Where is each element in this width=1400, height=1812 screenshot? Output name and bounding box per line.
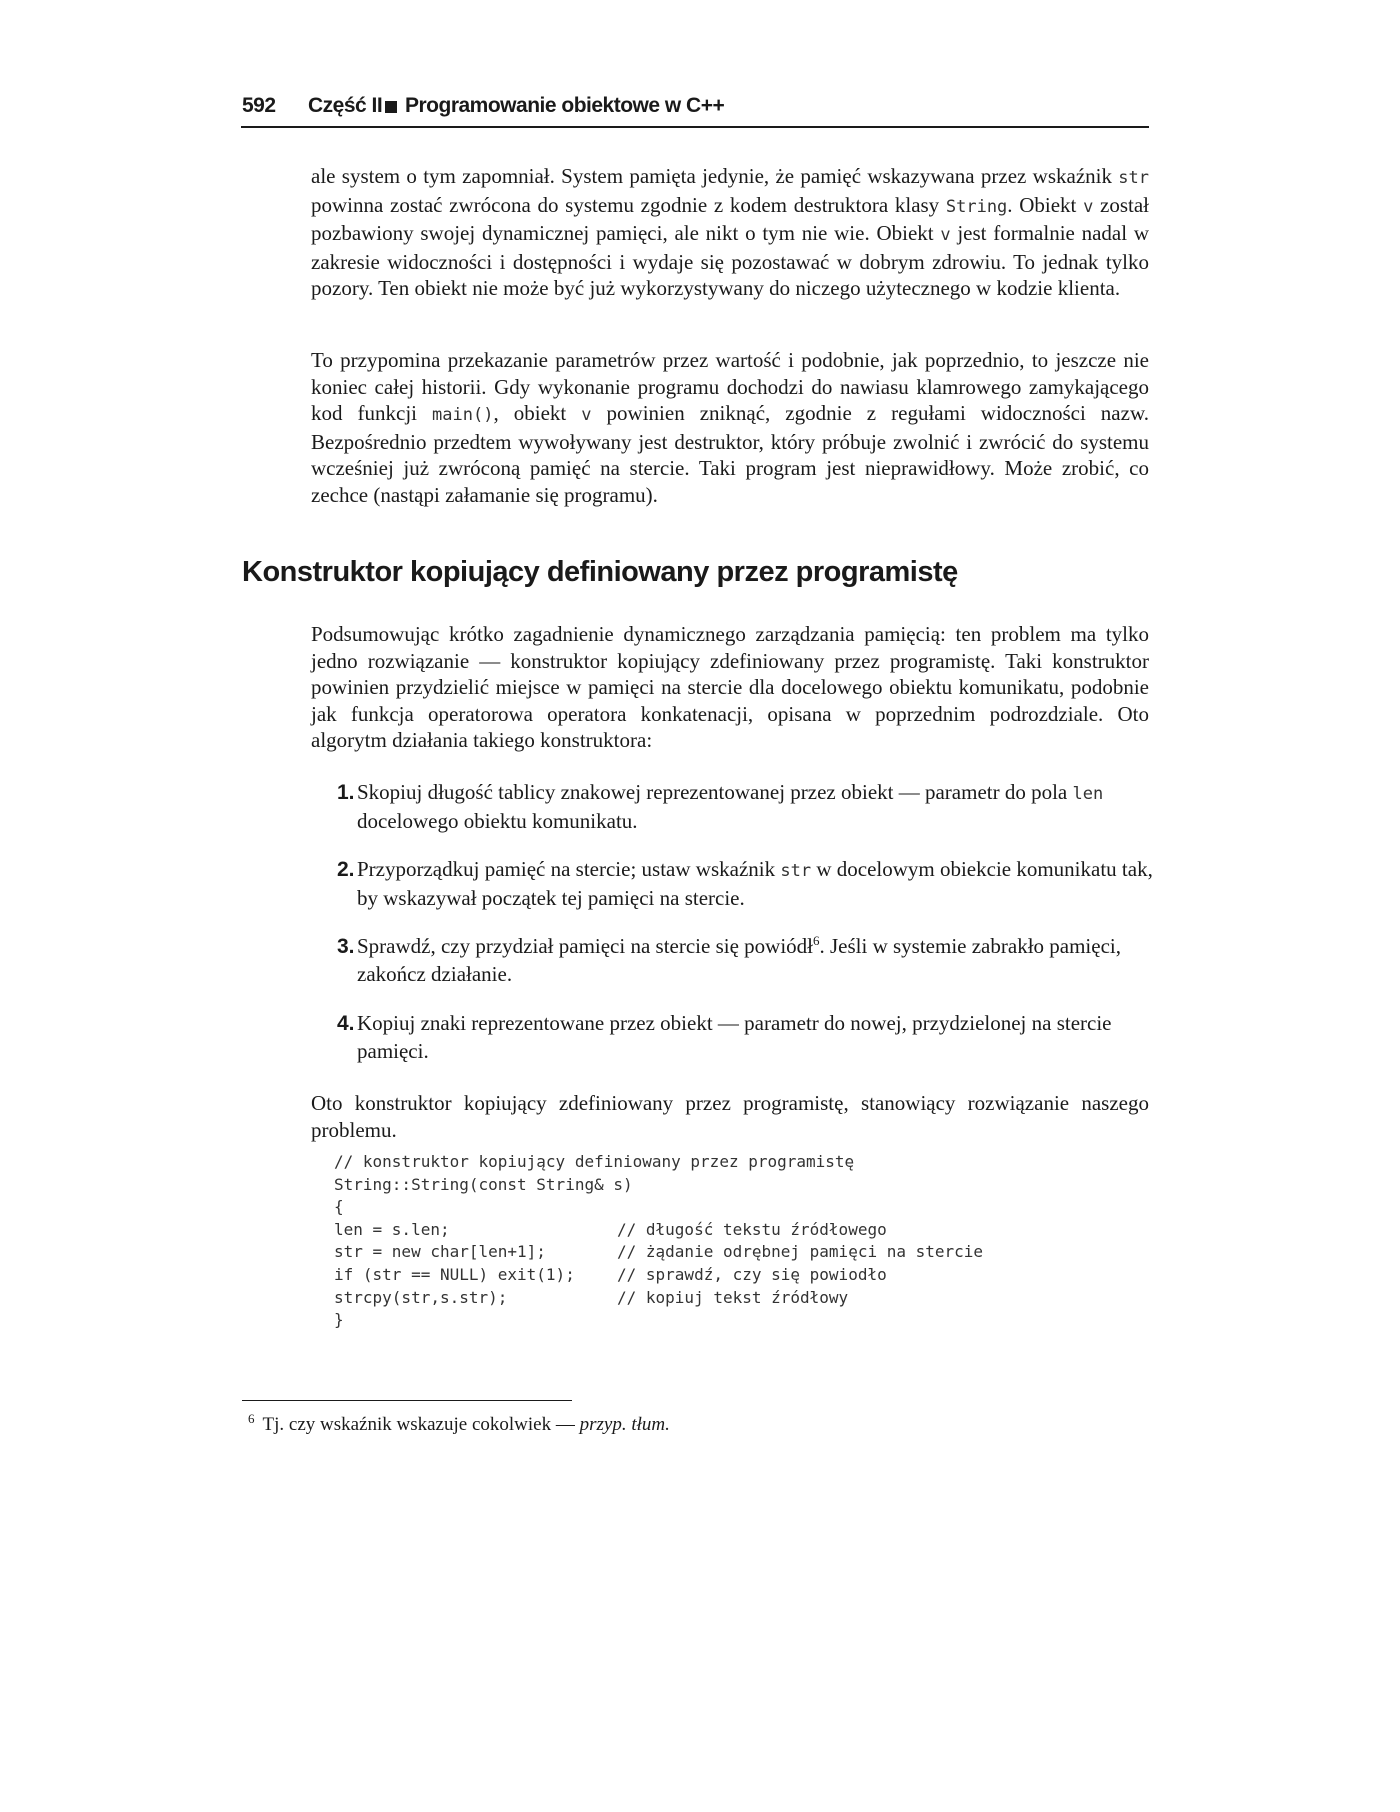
inline-code: v <box>1083 196 1094 217</box>
footnote-text: Tj. czy wskaźnik wskazuje cokolwiek — <box>262 1414 580 1435</box>
text-run: Skopiuj długość tablicy znakowej reprezentowanej przez obiekt — parametr do pola <box>357 780 1073 804</box>
code-comment: // długość tekstu źródłowego <box>617 1219 887 1239</box>
code-statement: strcpy(str,s.str); <box>334 1287 508 1307</box>
paragraph-1 <box>311 163 1149 302</box>
code-line <box>334 1264 983 1287</box>
code-statement: if (str == NULL) exit(1); <box>334 1264 575 1284</box>
text-run: Sprawdź, czy przydział pamięci na stercie się powiódł <box>357 934 813 958</box>
step-number: 2. <box>337 858 355 881</box>
code-statement: str = new char[len+1]; <box>334 1242 546 1262</box>
list-item <box>337 933 1157 985</box>
inline-code: v <box>581 405 592 425</box>
list-item <box>337 856 1157 908</box>
paragraph-4: Oto konstruktor kopiujący zdefiniowany przez programistę, stanowiący rozwiązanie naszego problemu. <box>311 1091 1149 1142</box>
text-run: . Jeśli w systemie zabrakło pamięci, zakończ działanie. <box>357 934 1121 986</box>
text-run: , obiekt <box>493 401 582 425</box>
text-run: powinna zostać zwrócona do systemu zgodnie z kodem destruktora klasy <box>311 192 946 217</box>
code-statement: len = s.len; <box>334 1219 450 1239</box>
inline-code: str <box>780 861 812 881</box>
code-line: // konstruktor kopiujący definiowany przez programistę <box>334 1152 855 1171</box>
text-run: Kopiuj znaki reprezentowane przez obiekt — parametr do nowej, przydzielonej na stercie pamięci. <box>357 1011 1112 1063</box>
code-line: } <box>334 1310 344 1330</box>
footnote-ref[interactable]: 6 <box>813 933 820 948</box>
code-line <box>334 1241 983 1264</box>
inline-code: str <box>1118 168 1149 188</box>
text-run: . Obiekt <box>1007 192 1084 217</box>
algorithm-steps <box>337 779 1157 1087</box>
paragraph-3: Podsumowując krótko zagadnienie dynamicznego zarządzania pamięcią: ten problem ma tylko jedno rozwiązanie — konstruktor kopiujący zdefiniowany przez programistę. Taki konstruktor powinien przydzielić miejsce w pamięci na stercie dla docelowego obiektu komunikatu, podobnie jak funkcja operatorowa operatora konkatenacji, opisana w poprzednim podrozdziale. Oto algorytm działania takiego konstruktora: <box>311 622 1149 752</box>
text-run: został pozbawiony swojej dynamicznej pamięci, ale nikt o tym nie wie. Obiekt <box>311 192 1149 245</box>
text-run: jest formalnie nadal w zakresie widoczności i dostępności i wydaje się pozostawać w dobrym zdrowiu. To jednak tylko pozory. Ten obiekt nie może być już wykorzystywany do niczego użytecznego w kodzie klienta. <box>311 221 1149 300</box>
part-label: Część II <box>308 94 383 117</box>
text-run: powinien zniknąć, zgodnie z regułami widoczności nazw. Bezpośrednio przedtem wywoływany jest destruktor, który próbuje zwolnić i zwrócić do systemu wcześniej już zwróconą pamięć na stercie. Taki program jest nieprawidłowy. Może zrobić, co zechce (nastąpi załamanie się programu). <box>311 401 1149 507</box>
page-number: 592 <box>242 94 276 117</box>
text-run: ale system o tym zapomniał. System pamięta jedynie, że pamięć wskazywana przez wskaźnik <box>311 164 1119 188</box>
section-title: Konstruktor kopiujący definiowany przez programistę <box>242 556 958 588</box>
inline-code: v <box>940 225 951 245</box>
step-number: 1. <box>337 781 355 804</box>
inline-code: String <box>945 196 1008 217</box>
text-run: docelowego obiektu komunikatu. <box>357 808 638 833</box>
inline-code: len <box>1072 784 1104 804</box>
running-header <box>241 92 1149 128</box>
paragraph-2 <box>311 347 1149 508</box>
code-line <box>334 1219 983 1242</box>
list-item <box>337 779 1157 831</box>
code-comment: // sprawdź, czy się powiodło <box>617 1264 887 1284</box>
code-block <box>334 1151 983 1332</box>
footnote-divider <box>242 1400 572 1401</box>
footnote-mark: 6 <box>248 1410 255 1426</box>
inline-code: main() <box>432 405 494 425</box>
footnote-attribution: przyp. tłum. <box>579 1414 670 1435</box>
header-title: Programowanie obiektowe w C++ <box>405 94 725 117</box>
square-bullet-icon <box>385 101 397 113</box>
step-number: 3. <box>337 935 355 958</box>
code-comment: // żądanie odrębnej pamięci na stercie <box>617 1242 984 1262</box>
text-run: Przyporządkuj pamięć na stercie; ustaw wskaźnik <box>357 857 781 881</box>
list-item <box>337 1010 1157 1062</box>
code-line: { <box>334 1197 344 1217</box>
footnote <box>248 1412 670 1438</box>
step-number: 4. <box>337 1012 355 1035</box>
code-comment: // kopiuj tekst źródłowy <box>617 1287 849 1307</box>
code-line <box>334 1287 983 1310</box>
text-run: w docelowym obiekcie komunikatu tak, by wskazywał początek tej pamięci na stercie. <box>357 857 1153 910</box>
text-run: To przypomina przekazanie parametrów przez wartość i podobnie, jak poprzednio, to jeszcze nie koniec całej historii. Gdy wykonanie programu dochodzi do nawiasu klamrowego zamykającego kod funkcji <box>311 348 1149 425</box>
code-line: String::String(const String& s) <box>334 1174 633 1194</box>
